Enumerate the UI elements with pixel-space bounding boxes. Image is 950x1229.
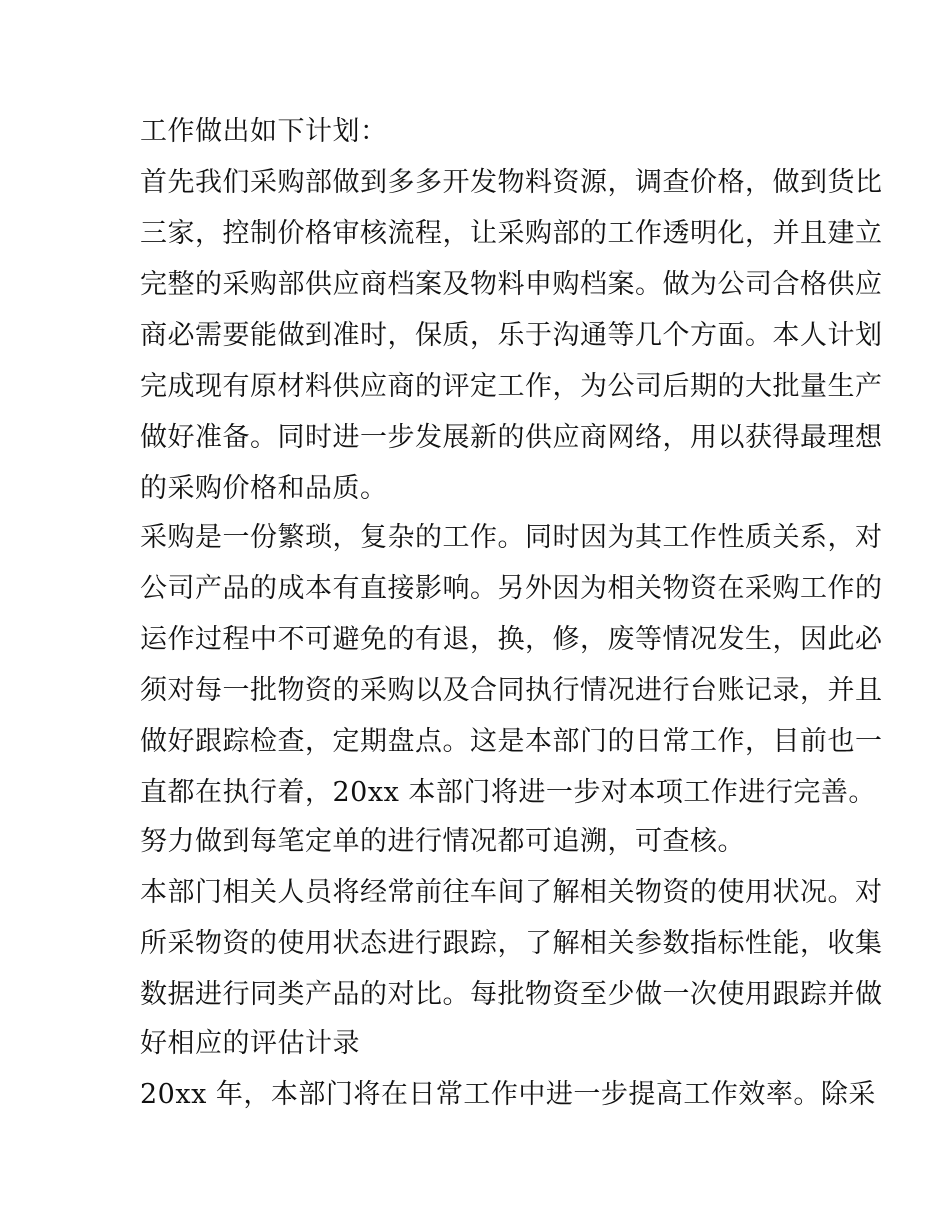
- text-line: 直都在执行着，20xx 本部门将进一步对本项工作进行完善。: [140, 777, 876, 808]
- text-line: 的采购价格和品质。: [140, 473, 388, 504]
- text-line: 完整的采购部供应商档案及物料申购档案。做为公司合格供应: [140, 269, 883, 300]
- text-line: 努力做到每笔定单的进行情况都可追溯，可查核。: [140, 826, 745, 857]
- text-line: 公司产品的成本有直接影响。另外因为相关物资在采购工作的: [140, 573, 883, 604]
- text-line: 好相应的评估计录: [140, 1028, 360, 1059]
- text-line: 完成现有原材料供应商的评定工作，为公司后期的大批量生产: [140, 371, 883, 402]
- text-line: 工作做出如下计划：: [140, 116, 388, 147]
- text-line: 须对每一批物资的采购以及合同执行情况进行台账记录，并且: [140, 675, 883, 706]
- text-line: 20xx 年，本部门将在日常工作中进一步提高工作效率。除采: [140, 1079, 876, 1110]
- text-line: 商必需要能做到准时，保质，乐于沟通等几个方面。本人计划: [140, 320, 883, 351]
- text-line: 所采物资的使用状态进行跟踪，了解相关参数指标性能，收集: [140, 928, 883, 959]
- text-line: 做好准备。同时进一步发展新的供应商网络，用以获得最理想: [140, 422, 883, 453]
- text-line: 数据进行同类产品的对比。每批物资至少做一次使用跟踪并做: [140, 979, 883, 1010]
- text-line: 做好跟踪检查，定期盘点。这是本部门的日常工作，目前也一: [140, 726, 883, 757]
- text-line: 首先我们采购部做到多多开发物料资源，调查价格，做到货比: [140, 167, 883, 198]
- text-line: 三家，控制价格审核流程，让采购部的工作透明化，并且建立: [140, 218, 883, 249]
- text-line: 本部门相关人员将经常前往车间了解相关物资的使用状况。对: [140, 877, 883, 908]
- text-line: 运作过程中不可避免的有退，换，修，废等情况发生，因此必: [140, 624, 883, 655]
- text-line: 采购是一份繁琐，复杂的工作。同时因为其工作性质关系，对: [140, 522, 883, 553]
